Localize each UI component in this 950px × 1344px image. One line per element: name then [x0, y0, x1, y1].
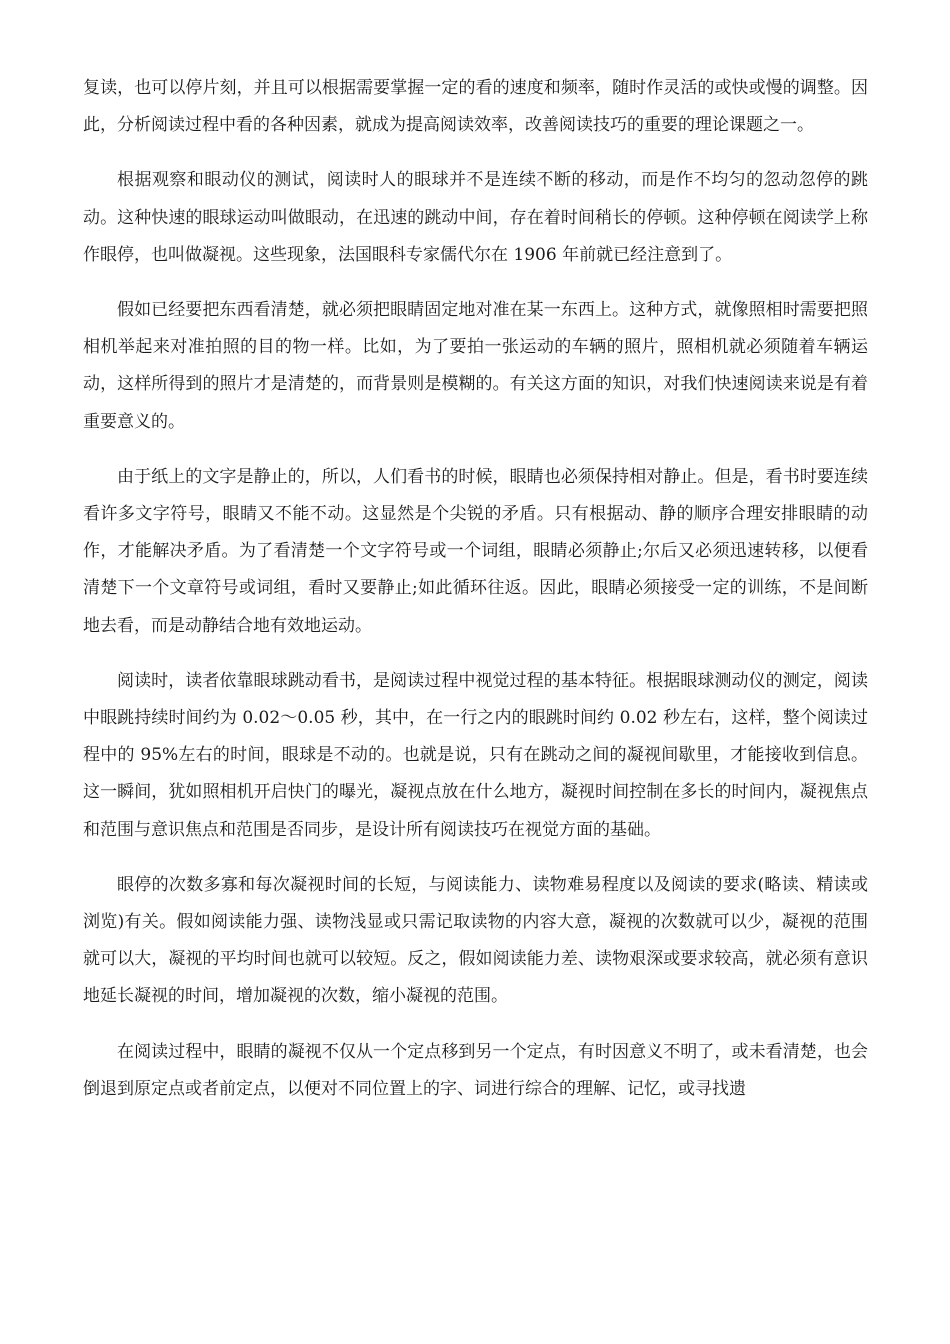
document-body	[83, 70, 868, 1126]
paragraph-static-text: 由于纸上的文字是静止的，所以，人们看书的时候，眼睛也必须保持相对静止。但是，看书时要连续看许多文字符号，眼睛又不能不动。这显然是个尖锐的矛盾。只有根据动、静的顺序合理安排眼睛的动作，才能解决矛盾。为了看清楚一个文字符号或一个词组，眼睛必须静止;尔后又必须迅速转移，以便看清楚下一个文章符号或词组，看时又要静止;如此循环往返。因此，眼睛必须接受一定的训练，不是间断地去看，而是动静结合地有效地运动。	[83, 466, 868, 636]
paragraph-regression: 在阅读过程中，眼睛的凝视不仅从一个定点移到另一个定点，有时因意义不明了，或未看清楚，也会倒退到原定点或者前定点，以便对不同位置上的字、词进行综合的理解、记忆，或寻找遗	[83, 1041, 868, 1099]
paragraph-fixation-count: 眼停的次数多寡和每次凝视时间的长短，与阅读能力、读物难易程度以及阅读的要求(略读、精读或浏览)有关。假如阅读能力强、读物浅显或只需记取读物的内容大意，凝视的次数就可以少，凝视的范围就可以大，凝视的平均时间也就可以较短。反之，假如阅读能力差、读物艰深或要求较高，就必须有意识地延长凝视的时间，增加凝视的次数，缩小凝视的范围。	[83, 874, 868, 1007]
paragraph-saccade-timing: 阅读时，读者依靠眼球跳动看书，是阅读过程中视觉过程的基本特征。根据眼球测动仪的测定，阅读中眼跳持续时间约为 0.02～0.05 秒，其中，在一行之内的眼跳时间约 0.02 秒左右，这样，整个阅读过程中的 95%左右的时间，眼球是不动的。也就是说，只有在跳动之间的凝视间歇里，才能接收到信息。这一瞬间，犹如照相机开启快门的曝光，凝视点放在什么地方，凝视时间控制在多长的时间内，凝视焦点和范围与意识焦点和范围是否同步，是设计所有阅读技巧在视觉方面的基础。	[83, 670, 868, 840]
paragraph-continued: 复读，也可以停片刻，并且可以根据需要掌握一定的看的速度和频率，随时作灵活的或快或慢的调整。因此，分析阅读过程中看的各种因素，就成为提高阅读效率，改善阅读技巧的重要的理论课题之一。	[83, 78, 868, 136]
paragraph-eye-movement: 根据观察和眼动仪的测试，阅读时人的眼球并不是连续不断的移动，而是作不均匀的忽动忽停的跳动。这种快速的眼球运动叫做眼动，在迅速的跳动中间，存在着时间稍长的停顿。这种停顿在阅读学上称作眼停，也叫做凝视。这些现象，法国眼科专家儒代尔在 1906 年前就已经注意到了。	[83, 170, 868, 265]
paragraph-camera-analogy: 假如已经要把东西看清楚，就必须把眼睛固定地对准在某一东西上。这种方式，就像照相时需要把照相机举起来对准拍照的目的物一样。比如，为了要拍一张运动的车辆的照片，照相机就必须随着车辆运动，这样所得到的照片才是清楚的，而背景则是模糊的。有关这方面的知识，对我们快速阅读来说是有着重要意义的。	[83, 300, 868, 432]
